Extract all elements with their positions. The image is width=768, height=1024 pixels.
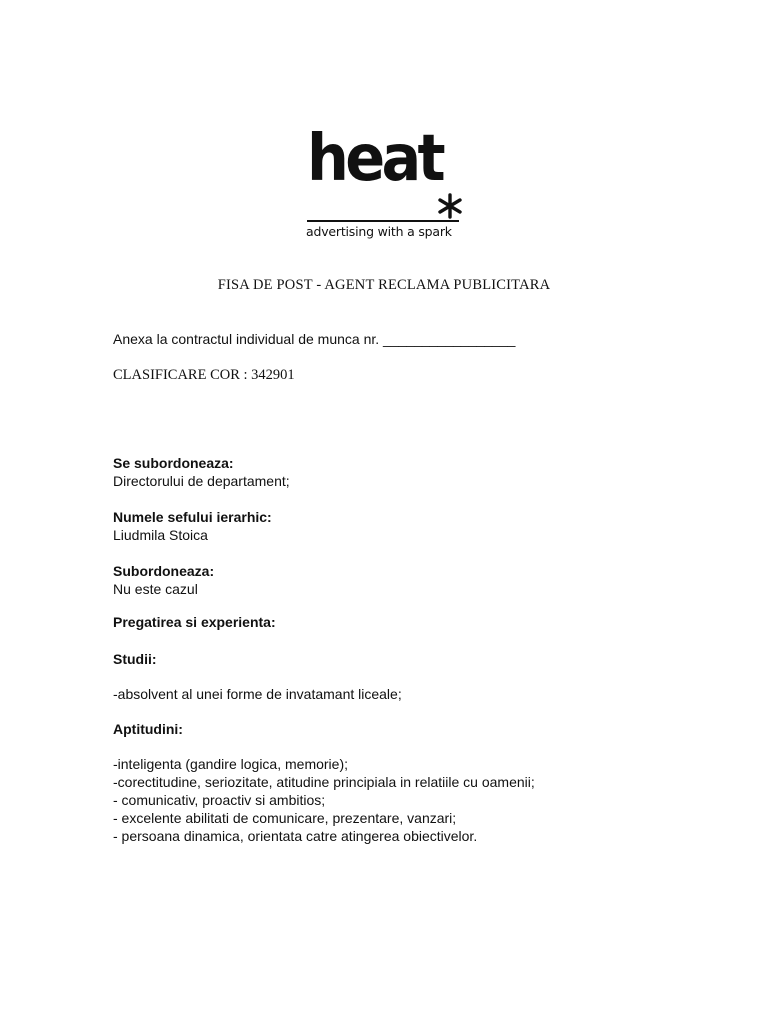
- logo-underline: [307, 220, 459, 222]
- aptitudini-item: - excelente abilitati de comunicare, prezentare, vanzari;: [113, 810, 457, 826]
- subordoneaza-value: Nu este cazul: [113, 581, 198, 597]
- aptitudini-item: -inteligenta (gandire logica, memorie);: [113, 756, 348, 772]
- sef-value: Liudmila Stoica: [113, 527, 208, 543]
- aptitudini-heading: Aptitudini:: [113, 721, 183, 737]
- anexa-line: Anexa la contractul individual de munca nr. _________________: [113, 331, 516, 347]
- pregatire-heading: Pregatirea si experienta:: [113, 614, 276, 630]
- asterisk-icon: [437, 193, 463, 219]
- sef-heading: Numele sefului ierarhic:: [113, 509, 272, 525]
- aptitudini-item: -corectitudine, seriozitate, atitudine principiala in relatiile cu oamenii;: [113, 774, 535, 790]
- studii-heading: Studii:: [113, 651, 157, 667]
- logo-wordmark: heat: [307, 122, 443, 196]
- document-title: FISA DE POST - AGENT RECLAMA PUBLICITARA: [217, 277, 551, 293]
- studii-item: -absolvent al unei forme de invatamant liceale;: [113, 686, 402, 702]
- aptitudini-item: - persoana dinamica, orientata catre atingerea obiectivelor.: [113, 828, 478, 844]
- subordoneaza-heading: Subordoneaza:: [113, 563, 215, 579]
- heat-logo: [303, 122, 465, 242]
- subordonare-value: Directorului de departament;: [113, 473, 290, 489]
- clasificare-line: CLASIFICARE COR : 342901: [113, 367, 295, 383]
- subordonare-heading: Se subordoneaza:: [113, 455, 234, 471]
- logo-tagline: advertising with a spark: [306, 224, 452, 239]
- aptitudini-item: - comunicativ, proactiv si ambitios;: [113, 792, 326, 808]
